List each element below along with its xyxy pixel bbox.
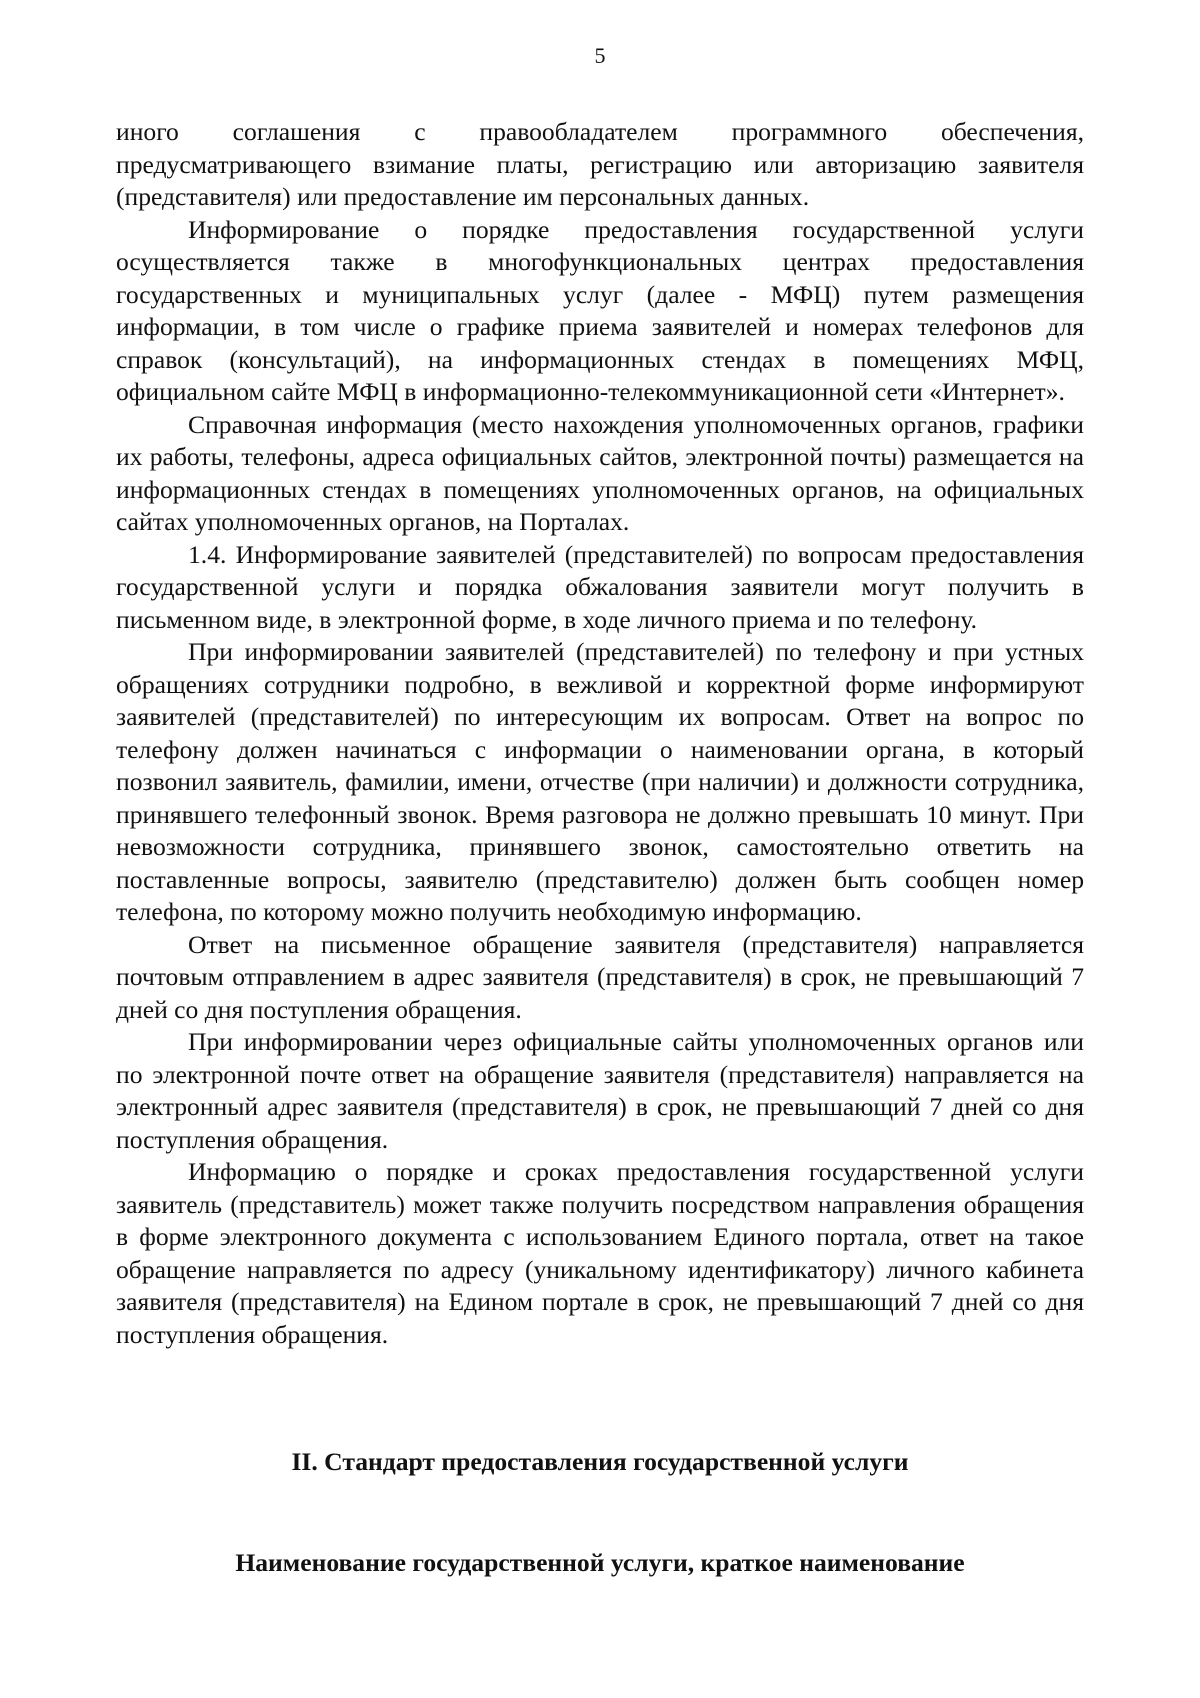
paragraph-email-response: При информировании через официальные сайты уполномоченных органов или по электронной почте ответ на обращение заявителя (представителя) направляется на электронный адрес заявителя (представителя) в срок, не превышающий 7 дней со дня поступления обращения.	[116, 1027, 1084, 1154]
paragraph-mfc-information: Информирование о порядке предоставления государственной услуги осуществляется также в многофункциональных центрах предоставления государственных и муниципальных услуг (далее - МФЦ) путем размещения информации, в том числе о графике приема заявителей и номерах телефонов для справок (консультаций), на информационных стендах в помещениях МФЦ, официальном сайте МФЦ в информационно-телекоммуникационной сети «Интернет».	[116, 214, 1084, 406]
page-number: 5	[594, 43, 606, 68]
section-heading: II. Стандарт предоставления государственной услуги	[291, 1447, 909, 1476]
document-body	[116, 116, 1084, 1351]
paragraph-clause-1-4: 1.4. Информирование заявителей (представителей) по вопросам предоставления государственной услуги и порядка обжалования заявители могут получить в письменном виде, в электронной форме, в ходе личного приема и по телефону.	[116, 539, 1084, 634]
paragraph-reference-information: Справочная информация (место нахождения уполномоченных органов, графики их работы, телефоны, адреса официальных сайтов, электронной почты) размещается на информационных стендах в помещениях уполномоченных органов, на официальных сайтах уполномоченных органов, на Порталах.	[116, 409, 1084, 536]
paragraph-phone-informing: При информировании заявителей (представителей) по телефону и при устных обращениях сотрудники подробно, в вежливой и корректной форме информируют заявителей (представителей) по интересующим их вопросам. Ответ на вопрос по телефону должен начинаться с информации о наименовании органа, в который позвонил заявитель, фамилии, имени, отчестве (при наличии) и должности сотрудника, принявшего телефонный звонок. Время разговора не должно превышать 10 минут. При невозможности сотрудника, принявшего звонок, самостоятельно ответить на поставленные вопросы, заявителю (представителю) должен быть сообщен номер телефона, по которому можно получить необходимую информацию.	[116, 637, 1084, 926]
subsection-heading: Наименование государственной услуги, краткое наименование	[235, 1548, 965, 1577]
paragraph-unified-portal: Информацию о порядке и сроках предоставления государственной услуги заявитель (представитель) может также получить посредством направления обращения в форме электронного документа с использованием Единого портала, ответ на такое обращение направляется по адресу (уникальному идентификатору) личного кабинета заявителя (представителя) на Едином портале в срок, не превышающий 7 дней со дня поступления обращения.	[116, 1157, 1084, 1349]
paragraph-continuation: иного соглашения с правообладателем программного обеспечения, предусматривающего взимание платы, регистрацию или авторизацию заявителя (представителя) или предоставление им персональных данных.	[116, 117, 1084, 211]
paragraph-written-response: Ответ на письменное обращение заявителя (представителя) направляется почтовым отправлением в адрес заявителя (представителя) в срок, не превышающий 7 дней со дня поступления обращения.	[116, 929, 1084, 1024]
